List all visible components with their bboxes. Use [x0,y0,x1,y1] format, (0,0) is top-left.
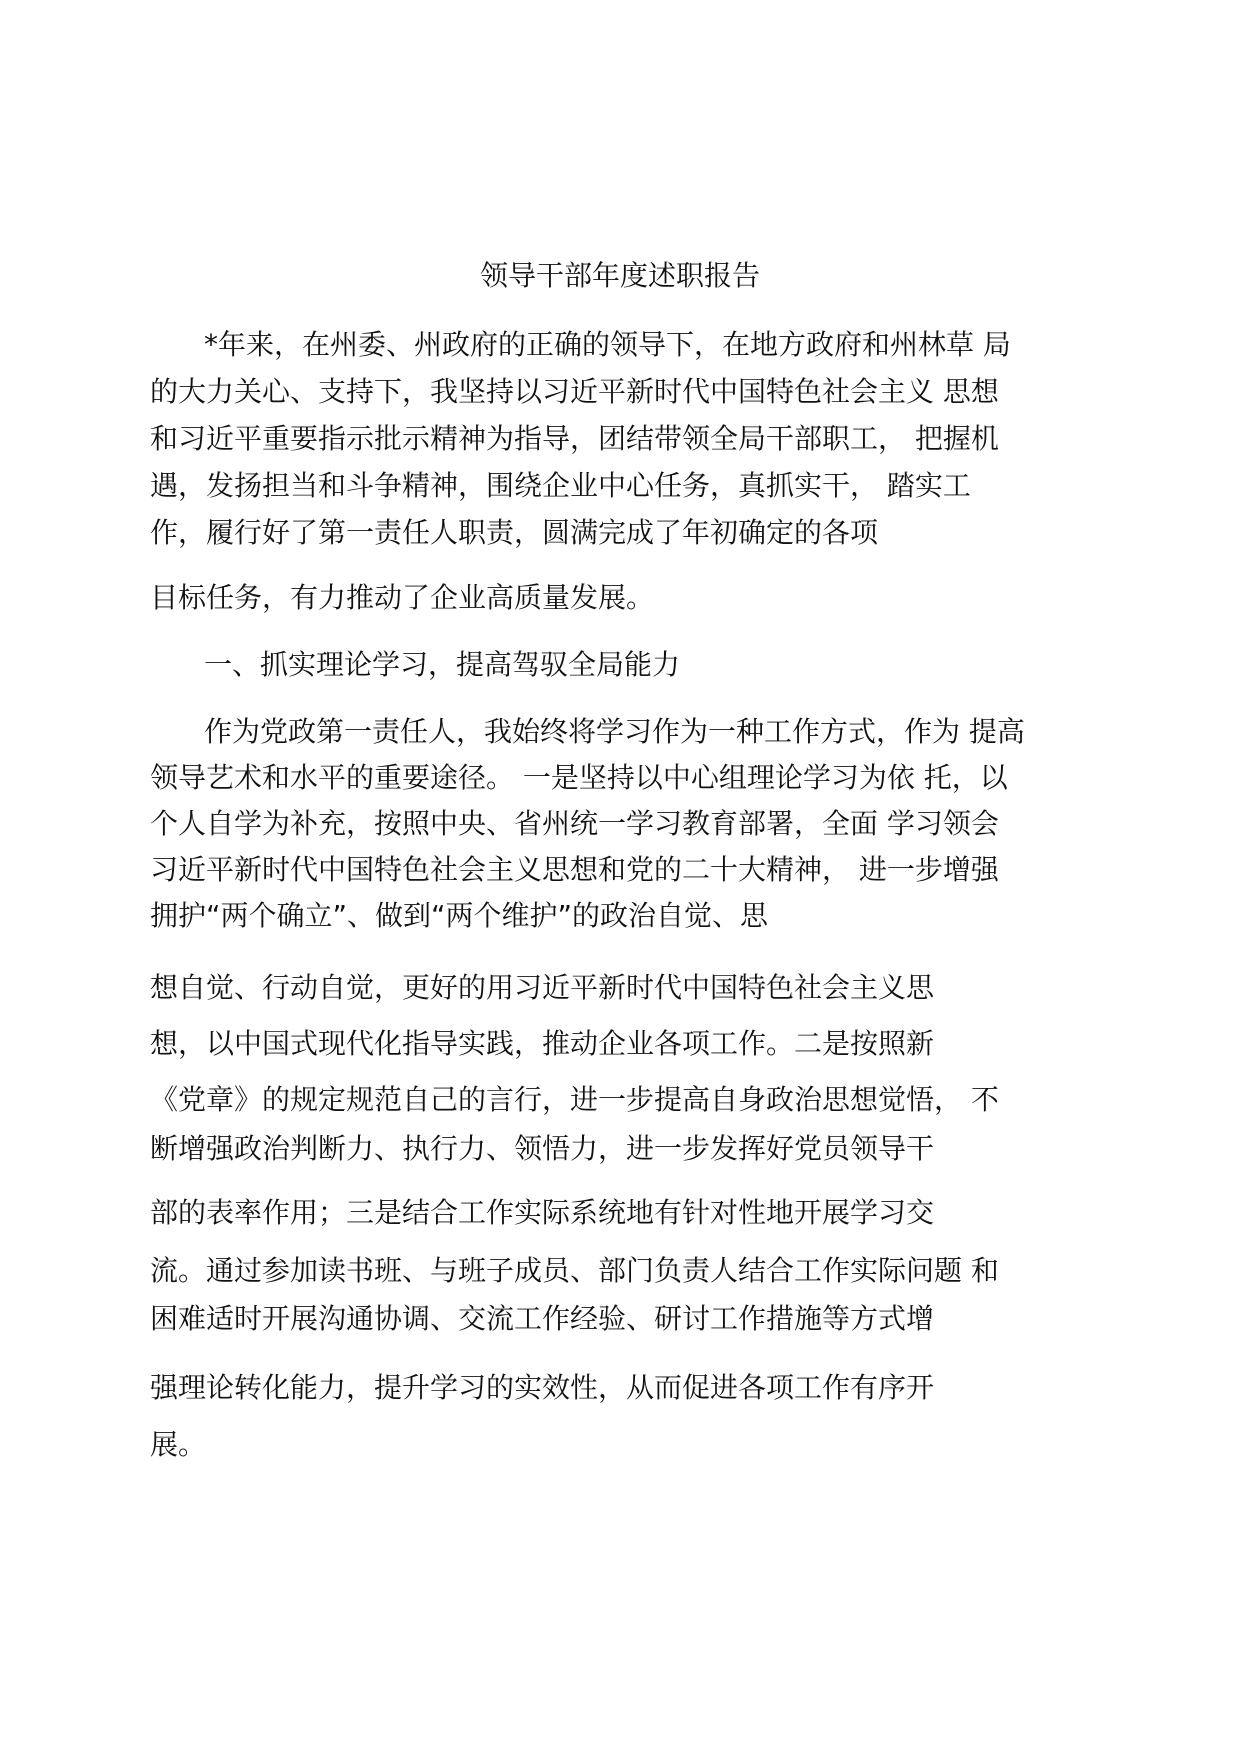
section-heading: 一、抓实理论学习，提高驾驭全局能力 [204,648,681,681]
paragraph-line: 的大力关心、支持下，我坚持以习近平新时代中国特色社会主义 思想 [150,375,999,408]
paragraph-line: 流。通过参加读书班、与班子成员、部门负责人结合工作实际问题 和 [150,1254,999,1287]
paragraph-line: 部的表率作用；三是结合工作实际系统地有针对性地开展学习交 [150,1196,935,1229]
paragraph-line: 展。 [150,1428,207,1461]
paragraph-line: 和习近平重要指示批示精神为指导，团结带领全局干部职工， 把握机 [150,422,999,455]
paragraph-line: 个人自学为补充，按照中央、省州统一学习教育部署，全面 学习领会 [150,807,999,840]
paragraph-line: 目标任务，有力推动了企业高质量发展。 [150,581,655,614]
paragraph-line: 作，履行好了第一责任人职责，圆满完成了年初确定的各项 [150,516,879,549]
paragraph-line: 作为党政第一责任人，我始终将学习作为一种工作方式，作为 提高 [204,715,1025,748]
paragraph-line: 困难适时开展沟通协调、交流工作经验、研讨工作措施等方式增 [150,1302,935,1335]
paragraph-line: 拥护“两个确立”、做到“两个维护”的政治自觉、思 [150,899,769,932]
paragraph-line: 断增强政治判断力、执行力、领悟力，进一步发挥好党员领导干 [150,1132,935,1165]
paragraph-line: 《党章》的规定规范自己的言行，进一步提高自身政治思想觉悟， 不 [150,1083,999,1116]
paragraph-line: 想，以中国式现代化指导实践，推动企业各项工作。二是按照新 [150,1027,935,1060]
document-title: 领导干部年度述职报告 [479,259,760,292]
paragraph-line: 想自觉、行动自觉，更好的用习近平新时代中国特色社会主义思 [150,971,935,1004]
paragraph-line: 强理论转化能力，提升学习的实效性，从而促进各项工作有序开 [150,1371,935,1404]
paragraph-line: 领导艺术和水平的重要途径。 一是坚持以中心组理论学习为依 托，以 [150,761,1008,794]
paragraph-line: *年来，在州委、州政府的正确的领导下，在地方政府和州林草 局 [204,328,1011,361]
paragraph-line: 习近平新时代中国特色社会主义思想和党的二十大精神， 进一步增强 [150,853,999,886]
paragraph-line: 遇，发扬担当和斗争精神，围绕企业中心任务，真抓实干， 踏实工 [150,469,971,502]
